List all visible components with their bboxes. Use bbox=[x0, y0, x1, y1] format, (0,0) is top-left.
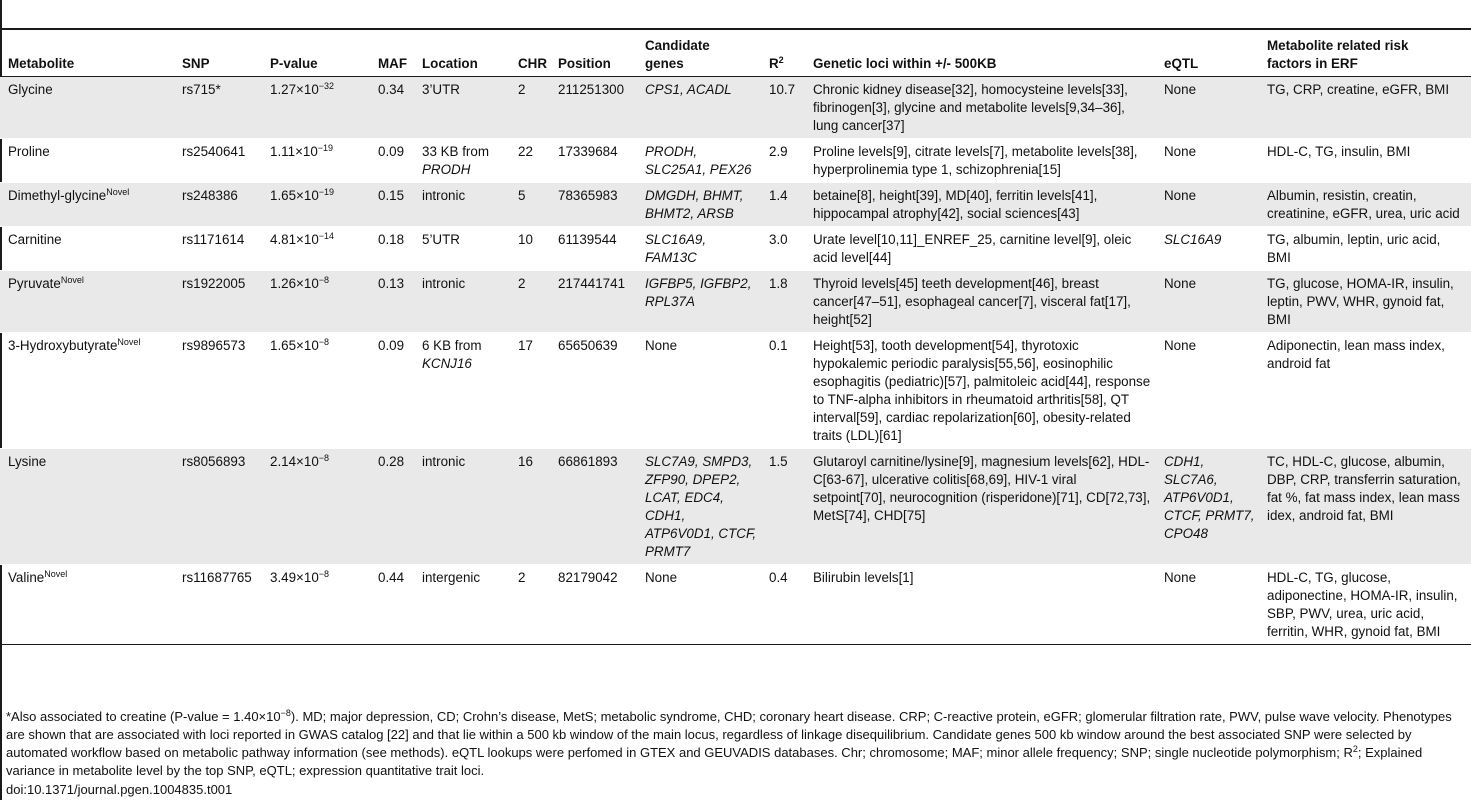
pvalue-base: 1.27×10 bbox=[270, 82, 319, 97]
cell-chr: 17 bbox=[518, 338, 533, 353]
header-candidate-line1: Candidate bbox=[645, 38, 710, 53]
cell-location bbox=[414, 449, 510, 565]
location-text: intronic bbox=[422, 188, 466, 203]
footnote-exponent: −8 bbox=[280, 708, 291, 718]
metabolite-name: Pyruvate bbox=[8, 276, 61, 291]
table-row bbox=[0, 271, 1471, 333]
pvalue-exponent: −19 bbox=[317, 143, 334, 153]
pvalue-exponent: −8 bbox=[318, 275, 330, 285]
pvalue-base: 1.65×10 bbox=[270, 188, 319, 203]
cell-chr: 2 bbox=[510, 271, 550, 333]
cell-chr: 16 bbox=[510, 449, 550, 565]
cell-location bbox=[414, 333, 510, 449]
cell-risk-factors: TG, CRP, creatine, eGFR, BMI bbox=[1259, 77, 1471, 139]
results-table bbox=[0, 31, 1471, 645]
pvalue-exponent: −14 bbox=[318, 231, 335, 241]
table-row bbox=[0, 227, 1471, 271]
cell-pvalue bbox=[262, 227, 370, 271]
table-footnote bbox=[6, 708, 1466, 780]
cell-chr: 2 bbox=[510, 77, 550, 139]
metabolite-name: Dimethyl-glycine bbox=[8, 188, 107, 203]
cell-position: 65650639 bbox=[558, 338, 618, 353]
cell-candidate-genes: SLC16A9, FAM13C bbox=[645, 232, 707, 265]
cell-location bbox=[414, 271, 510, 333]
cell-risk-factors: TG, glucose, HOMA-IR, insulin, leptin, PWV, WHR, gynoid fat, BMI bbox=[1259, 271, 1471, 333]
cell-location bbox=[414, 227, 510, 271]
cell-eqtl: None bbox=[1164, 144, 1197, 159]
cell-snp: rs2540641 bbox=[182, 144, 246, 159]
table-row bbox=[0, 449, 1471, 565]
cell-r2: 2.9 bbox=[769, 144, 788, 159]
metabolite-name: 3-Hydroxybutyrate bbox=[8, 338, 118, 353]
cell-chr: 10 bbox=[518, 232, 533, 247]
cell-pvalue bbox=[262, 449, 370, 565]
pvalue-exponent: −8 bbox=[318, 453, 330, 463]
cell-position: 217441741 bbox=[550, 271, 637, 333]
pvalue-base: 1.65×10 bbox=[270, 338, 319, 353]
cell-genetic-loci: Chronic kidney disease[32], homocysteine levels[33], fibrinogen[3], glycine and metabolite levels[9,34–36], lung cancer[37] bbox=[805, 77, 1156, 139]
location-gene: KCNJ16 bbox=[422, 356, 472, 371]
pvalue-base: 3.49×10 bbox=[270, 570, 319, 585]
cell-pvalue bbox=[262, 271, 370, 333]
header-eqtl: eQTL bbox=[1164, 56, 1199, 71]
cell-pvalue bbox=[262, 565, 370, 645]
footnote-part1: *Also associated to creatine (P-value = 1.40×10 bbox=[6, 709, 281, 724]
header-candidate-genes bbox=[637, 31, 761, 77]
header-position: Position bbox=[558, 56, 611, 71]
header-chr: CHR bbox=[518, 56, 548, 71]
cell-genetic-loci: Glutaroyl carnitine/lysine[9], magnesium levels[62], HDL-C[63-67], ulcerative colitis[68,69], HIV-1 viral setpoint[70], neurocognition (risperidone)[71], CD[72,73], MetS[74], CHD[75] bbox=[805, 449, 1156, 565]
pvalue-exponent: −8 bbox=[318, 569, 330, 579]
table-header-row bbox=[0, 31, 1471, 77]
cell-r2: 0.4 bbox=[769, 570, 788, 585]
cell-snp: rs1171614 bbox=[182, 232, 245, 247]
header-r2 bbox=[761, 31, 805, 77]
metabolite-name: Carnitine bbox=[8, 232, 62, 247]
pvalue-exponent: −19 bbox=[318, 187, 335, 197]
cell-pvalue bbox=[262, 183, 370, 227]
cell-candidate-genes: CPS1, ACADL bbox=[637, 77, 761, 139]
cell-pvalue bbox=[262, 333, 370, 449]
header-r2-sup: 2 bbox=[778, 55, 784, 65]
novel-marker: Novel bbox=[117, 337, 141, 347]
header-metabolite: Metabolite bbox=[8, 56, 75, 71]
cell-metabolite bbox=[0, 77, 174, 139]
cell-candidate-genes: IGFBP5, IGFBP2, RPL37A bbox=[637, 271, 761, 333]
cell-location bbox=[414, 183, 510, 227]
cell-eqtl: None bbox=[1156, 271, 1259, 333]
cell-maf: 0.18 bbox=[378, 232, 405, 247]
cell-candidate-genes: DMGDH, BHMT, BHMT2, ARSB bbox=[637, 183, 761, 227]
cell-eqtl: CDH1, SLC7A6, ATP6V0D1, CTCF, PRMT7, CPO48 bbox=[1156, 449, 1259, 565]
cell-genetic-loci: Height[53], tooth development[54], thyrotoxic hypokalemic periodic paralysis[55,56], eosinophilic esophagitis (pediatric)[57], palmitoleic acid[44], response to TNF-alpha inhibitors in rheumatoid arthritis[58], QT interval[59], cardiac repolarization[60], obesity-related traits (LDL)[61] bbox=[813, 338, 1151, 443]
cell-genetic-loci: Proline levels[9], citrate levels[7], metabolite levels[38], hyperprolinemia type 1, schizophrenia[15] bbox=[813, 144, 1138, 177]
novel-marker: Novel bbox=[60, 275, 84, 285]
cell-candidate-genes: PRODH, SLC25A1, PEX26 bbox=[645, 144, 752, 177]
cell-genetic-loci: Bilirubin levels[1] bbox=[813, 570, 914, 585]
cell-risk-factors: Adiponectin, lean mass index, android fat bbox=[1267, 338, 1445, 371]
cell-genetic-loci: betaine[8], height[39], MD[40], ferritin levels[41], hippocampal atrophy[42], social sciences[43] bbox=[805, 183, 1156, 227]
location-text: 33 KB from bbox=[422, 144, 489, 159]
novel-marker: Novel bbox=[44, 569, 68, 579]
table-row bbox=[0, 183, 1471, 227]
cell-eqtl: SLC16A9 bbox=[1164, 232, 1222, 247]
cell-r2: 1.4 bbox=[761, 183, 805, 227]
cell-position: 211251300 bbox=[550, 77, 637, 139]
cell-location bbox=[414, 77, 510, 139]
cell-eqtl: None bbox=[1164, 338, 1197, 353]
pvalue-base: 1.26×10 bbox=[270, 276, 319, 291]
metabolite-name: Proline bbox=[8, 144, 50, 159]
cell-maf: 0.28 bbox=[370, 449, 414, 565]
cell-r2: 3.0 bbox=[769, 232, 788, 247]
cell-position: 82179042 bbox=[558, 570, 618, 585]
footnote-part2: ). MD; major depression, CD; Crohn’s disease, MetS; metabolic syndrome, CHD; coronary heart disease. CRP; C-reactive protein, eGFR; glomerular filtration rate, PWV, pulse wave velocity. Phenotypes are shown that are associated with loci reported in GWAS catalog [22] and that lie within a 500 kb window of the main locus, regardless of linkage disequilibrium. Candidate genes 500 kb window around the best associated SNP were selected by automated workflow based on metabolic pathway information (see methods). eQTL lookups were perfomed in GTEX and GEUVADIS databases. Chr; chromosome; MAF; minor allele frequency; SNP; single nucleotide polymorphism; R bbox=[6, 709, 1452, 760]
cell-maf: 0.44 bbox=[378, 570, 405, 585]
cell-maf: 0.09 bbox=[378, 144, 405, 159]
cell-candidate-genes: None bbox=[645, 570, 678, 585]
pvalue-base: 2.14×10 bbox=[270, 454, 319, 469]
metabolite-name: Lysine bbox=[8, 454, 47, 469]
cell-maf: 0.13 bbox=[370, 271, 414, 333]
table-row bbox=[0, 77, 1471, 139]
table-row bbox=[0, 139, 1471, 183]
cell-risk-factors: TG, albumin, leptin, uric acid, BMI bbox=[1267, 232, 1441, 265]
cell-maf: 0.15 bbox=[370, 183, 414, 227]
header-candidate-line2: genes bbox=[645, 56, 684, 71]
location-text: 6 KB from bbox=[422, 338, 482, 353]
cell-chr: 22 bbox=[518, 144, 533, 159]
cell-risk-factors: Albumin, resistin, creatin, creatinine, eGFR, urea, uric acid bbox=[1259, 183, 1471, 227]
metabolite-name: Valine bbox=[8, 570, 45, 585]
cell-r2: 1.5 bbox=[761, 449, 805, 565]
cell-metabolite bbox=[0, 139, 174, 183]
location-text: intronic bbox=[422, 454, 466, 469]
cell-eqtl: None bbox=[1164, 570, 1197, 585]
cell-chr: 5 bbox=[510, 183, 550, 227]
header-risk-line2: factors in ERF bbox=[1267, 56, 1358, 71]
location-gene: PRODH bbox=[422, 162, 471, 177]
cell-genetic-loci: Thyroid levels[45] teeth development[46], breast cancer[47–51], esophageal cancer[7], visceral fat[17], height[52] bbox=[805, 271, 1156, 333]
cell-position: 61139544 bbox=[558, 232, 617, 247]
header-genetic-loci: Genetic loci within +/- 500KB bbox=[813, 56, 997, 71]
cell-r2: 10.7 bbox=[761, 77, 805, 139]
table-row bbox=[0, 565, 1471, 645]
cell-maf: 0.34 bbox=[370, 77, 414, 139]
cell-risk-factors: HDL-C, TG, glucose, adiponectine, HOMA-IR, insulin, SBP, PWV, urea, uric acid, ferritin, WHR, gynoid fat, BMI bbox=[1267, 570, 1458, 639]
location-text: 5’UTR bbox=[422, 232, 460, 247]
table-row bbox=[0, 333, 1471, 449]
footnote-r2-sup: 2 bbox=[1352, 744, 1358, 754]
doi-link[interactable]: doi:10.1371/journal.pgen.1004835.t001 bbox=[6, 782, 233, 797]
cell-r2: 0.1 bbox=[769, 338, 788, 353]
cell-maf: 0.09 bbox=[378, 338, 405, 353]
header-risk-line1: Metabolite related risk bbox=[1267, 38, 1409, 53]
cell-snp: rs8056893 bbox=[174, 449, 262, 565]
cell-metabolite bbox=[0, 227, 174, 271]
pvalue-exponent: −8 bbox=[318, 337, 330, 347]
top-rule bbox=[0, 28, 1471, 30]
cell-risk-factors: HDL-C, TG, insulin, BMI bbox=[1267, 144, 1411, 159]
cell-location bbox=[414, 139, 510, 183]
cell-snp: rs9896573 bbox=[182, 338, 246, 353]
pvalue-base: 1.11×10 bbox=[270, 144, 318, 159]
pvalue-base: 4.81×10 bbox=[270, 232, 319, 247]
footnote-part3: ; Explained variance in metabolite level by the top SNP, eQTL; expression quantitative trait loci. bbox=[6, 745, 1423, 778]
cell-candidate-genes: None bbox=[645, 338, 678, 353]
location-text: 3’UTR bbox=[422, 82, 460, 97]
cell-metabolite bbox=[0, 271, 174, 333]
header-pvalue: P-value bbox=[270, 56, 318, 71]
cell-position: 17339684 bbox=[558, 144, 618, 159]
cell-pvalue bbox=[262, 77, 370, 139]
cell-candidate-genes: SLC7A9, SMPD3, ZFP90, DPEP2, LCAT, EDC4, CDH1, ATP6V0D1, CTCF, PRMT7 bbox=[637, 449, 761, 565]
cell-snp: rs1922005 bbox=[174, 271, 262, 333]
location-text: intronic bbox=[422, 276, 466, 291]
header-r2-base: R bbox=[769, 56, 779, 71]
pvalue-exponent: −32 bbox=[318, 81, 335, 91]
cell-snp: rs11687765 bbox=[182, 570, 252, 585]
cell-pvalue bbox=[262, 139, 370, 183]
header-location: Location bbox=[422, 56, 478, 71]
cell-snp: rs248386 bbox=[174, 183, 262, 227]
header-snp: SNP bbox=[182, 56, 210, 71]
cell-eqtl: None bbox=[1156, 183, 1259, 227]
cell-snp: rs715* bbox=[174, 77, 262, 139]
cell-eqtl: None bbox=[1156, 77, 1259, 139]
cell-metabolite bbox=[0, 565, 174, 645]
metabolite-name: Glycine bbox=[8, 82, 53, 97]
cell-metabolite bbox=[0, 333, 174, 449]
cell-genetic-loci: Urate level[10,11]_ENREF_25, carnitine level[9], oleic acid level[44] bbox=[813, 232, 1132, 265]
cell-r2: 1.8 bbox=[761, 271, 805, 333]
cell-position: 66861893 bbox=[550, 449, 637, 565]
header-maf: MAF bbox=[378, 56, 408, 71]
cell-metabolite bbox=[0, 449, 174, 565]
cell-metabolite bbox=[0, 183, 174, 227]
cell-position: 78365983 bbox=[550, 183, 637, 227]
novel-marker: Novel bbox=[106, 187, 130, 197]
cell-risk-factors: TC, HDL-C, glucose, albumin, DBP, CRP, transferrin saturation, fat %, fat mass index, lean mass idex, android fat, BMI bbox=[1259, 449, 1471, 565]
cell-chr: 2 bbox=[518, 570, 526, 585]
location-text: intergenic bbox=[422, 570, 481, 585]
header-risk-factors bbox=[1259, 31, 1471, 77]
cell-location bbox=[414, 565, 510, 645]
